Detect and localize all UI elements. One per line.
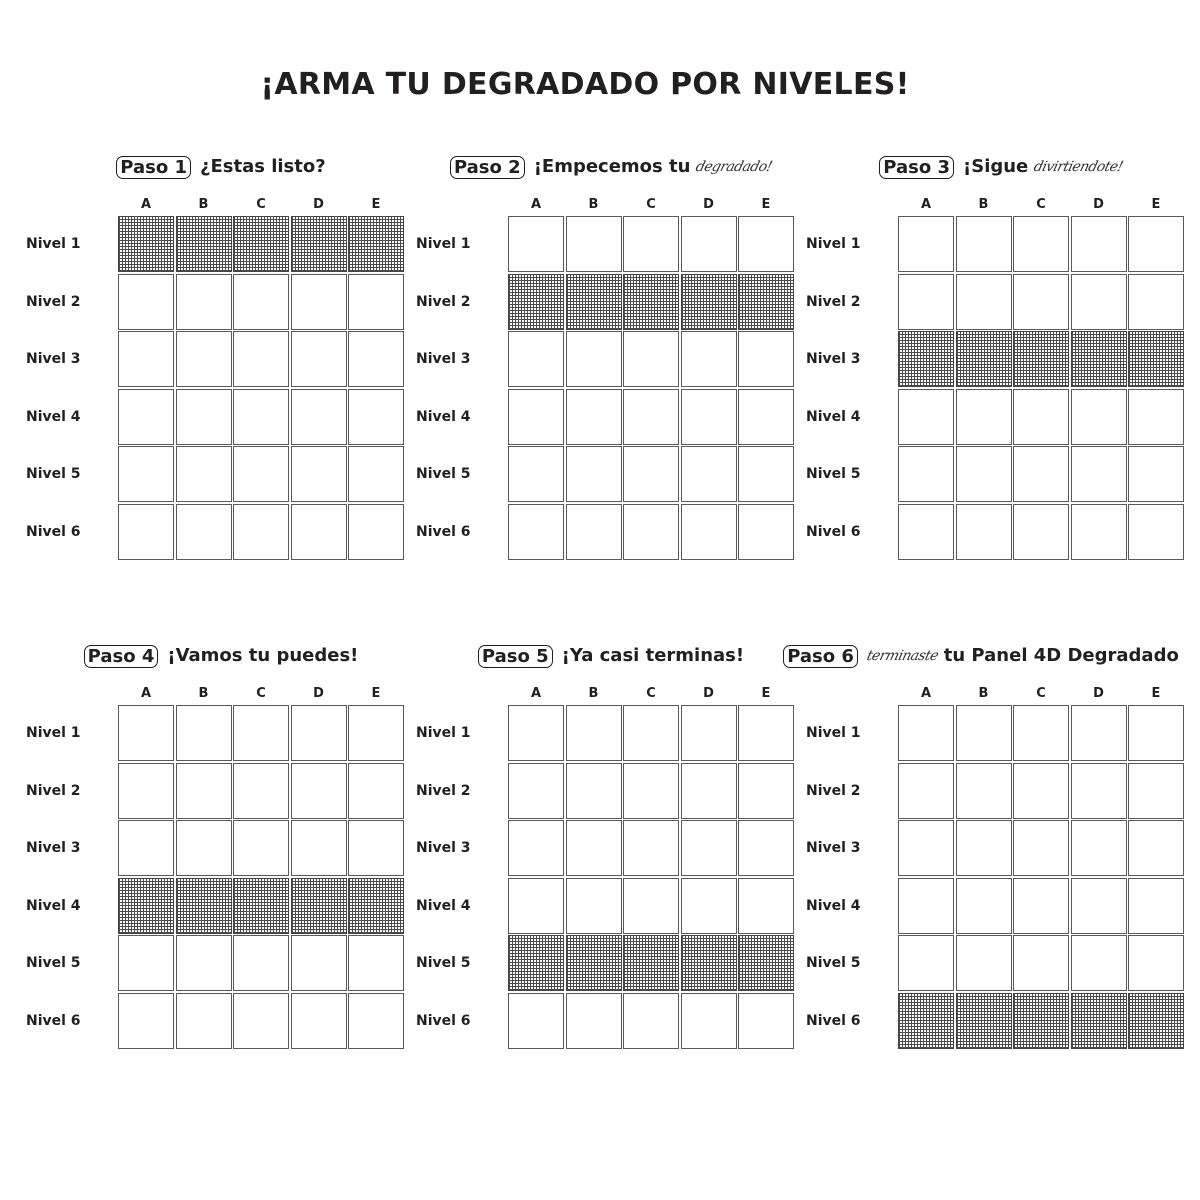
empty-cell (898, 820, 954, 876)
column-label-c: C (646, 197, 656, 212)
empty-cell (1128, 878, 1184, 934)
column-label-e: E (371, 197, 381, 212)
column-label-d: D (1093, 197, 1104, 212)
empty-cell (348, 274, 404, 330)
empty-cell (738, 446, 794, 502)
step-panel-5 (416, 641, 806, 1081)
empty-cell (681, 389, 737, 445)
column-label-d: D (1093, 686, 1104, 701)
mesh-cell (566, 935, 622, 991)
step-heading (26, 152, 416, 182)
column-labels (508, 198, 794, 212)
empty-cell (291, 820, 347, 876)
empty-cell (566, 216, 622, 272)
empty-cell (348, 389, 404, 445)
step-panel-2 (416, 152, 806, 592)
column-label-e: E (761, 197, 771, 212)
empty-cell (118, 389, 174, 445)
empty-cell (291, 274, 347, 330)
step-badge: Paso 3 (879, 156, 954, 179)
row-label-nivel-4: Nivel 4 (806, 897, 861, 914)
row-label-nivel-5: Nivel 5 (416, 466, 471, 482)
empty-cell (623, 504, 679, 560)
empty-cell (681, 216, 737, 272)
empty-cell (118, 705, 174, 761)
empty-cell (898, 504, 954, 560)
mesh-cell (118, 878, 174, 934)
mesh-cell (1071, 331, 1127, 387)
level-grid (118, 216, 404, 560)
mesh-cell (738, 935, 794, 991)
column-label-e: E (371, 686, 381, 701)
empty-cell (1071, 389, 1127, 445)
empty-cell (508, 446, 564, 502)
empty-cell (566, 705, 622, 761)
column-label-b: B (198, 686, 209, 701)
empty-cell (233, 705, 289, 761)
column-labels (118, 687, 404, 701)
empty-cell (1128, 935, 1184, 991)
step-panel-6 (787, 641, 1196, 1081)
empty-cell (1013, 820, 1069, 876)
empty-cell (233, 504, 289, 560)
empty-cell (176, 705, 232, 761)
empty-cell (956, 763, 1012, 819)
empty-cell (118, 993, 174, 1049)
empty-cell (1071, 935, 1127, 991)
empty-cell (1013, 935, 1069, 991)
mesh-cell (681, 274, 737, 330)
empty-cell (566, 878, 622, 934)
mesh-cell (1071, 993, 1127, 1049)
empty-cell (898, 935, 954, 991)
empty-cell (681, 820, 737, 876)
row-label-nivel-4: Nivel 4 (416, 408, 471, 425)
empty-cell (348, 763, 404, 819)
mesh-cell (1013, 331, 1069, 387)
empty-cell (623, 878, 679, 934)
empty-cell (233, 935, 289, 991)
step-badge: Paso 5 (478, 645, 553, 668)
empty-cell (738, 763, 794, 819)
column-label-b: B (588, 197, 599, 212)
row-label-nivel-2: Nivel 2 (416, 782, 471, 799)
empty-cell (233, 274, 289, 330)
step-script-text: degradado! (694, 159, 775, 175)
empty-cell (898, 446, 954, 502)
empty-cell (623, 705, 679, 761)
column-labels (898, 687, 1184, 701)
row-label-nivel-6: Nivel 6 (806, 523, 861, 540)
empty-cell (291, 935, 347, 991)
empty-cell (956, 504, 1012, 560)
empty-cell (176, 389, 232, 445)
mesh-cell (956, 331, 1012, 387)
step-text: ¡Ya casi terminas! (561, 645, 745, 666)
mesh-cell (508, 935, 564, 991)
empty-cell (1128, 389, 1184, 445)
mesh-cell (681, 935, 737, 991)
empty-cell (508, 763, 564, 819)
empty-cell (738, 993, 794, 1049)
column-label-c: C (256, 686, 266, 701)
empty-cell (681, 763, 737, 819)
step-panel-4 (26, 641, 416, 1081)
row-label-nivel-2: Nivel 2 (806, 293, 861, 310)
row-label-nivel-4: Nivel 4 (416, 897, 471, 914)
empty-cell (623, 389, 679, 445)
column-label-a: A (140, 686, 152, 701)
row-label-nivel-2: Nivel 2 (26, 782, 81, 799)
empty-cell (176, 446, 232, 502)
mesh-cell (176, 878, 232, 934)
empty-cell (176, 993, 232, 1049)
level-grid (898, 216, 1184, 560)
empty-cell (956, 935, 1012, 991)
empty-cell (956, 446, 1012, 502)
column-label-d: D (313, 686, 324, 701)
row-label-nivel-4: Nivel 4 (26, 897, 81, 914)
empty-cell (738, 705, 794, 761)
empty-cell (956, 705, 1012, 761)
empty-cell (956, 216, 1012, 272)
mesh-cell (1128, 993, 1184, 1049)
column-label-c: C (646, 686, 656, 701)
empty-cell (681, 504, 737, 560)
empty-cell (176, 331, 232, 387)
column-label-a: A (530, 197, 542, 212)
empty-cell (348, 331, 404, 387)
empty-cell (566, 446, 622, 502)
empty-cell (1013, 878, 1069, 934)
empty-cell (738, 331, 794, 387)
empty-cell (1128, 705, 1184, 761)
empty-cell (623, 993, 679, 1049)
row-label-nivel-4: Nivel 4 (26, 408, 81, 425)
level-grid (118, 705, 404, 1049)
mesh-cell (118, 216, 174, 272)
empty-cell (291, 389, 347, 445)
empty-cell (1128, 274, 1184, 330)
empty-cell (1128, 504, 1184, 560)
empty-cell (233, 389, 289, 445)
empty-cell (623, 216, 679, 272)
column-label-b: B (198, 197, 209, 212)
step-heading (416, 641, 806, 671)
empty-cell (566, 763, 622, 819)
empty-cell (291, 763, 347, 819)
empty-cell (118, 935, 174, 991)
mesh-cell (623, 274, 679, 330)
column-label-c: C (1036, 686, 1046, 701)
column-label-a: A (920, 197, 932, 212)
empty-cell (1071, 878, 1127, 934)
column-label-d: D (313, 197, 324, 212)
empty-cell (898, 705, 954, 761)
row-label-nivel-3: Nivel 3 (416, 351, 471, 367)
empty-cell (1013, 705, 1069, 761)
level-grid (508, 705, 794, 1049)
step-text: ¡Vamos tu puedes! (167, 645, 359, 666)
row-label-nivel-1: Nivel 1 (806, 236, 861, 252)
empty-cell (1128, 763, 1184, 819)
column-labels (118, 198, 404, 212)
empty-cell (1128, 820, 1184, 876)
mesh-cell (291, 216, 347, 272)
step-badge: Paso 2 (450, 156, 525, 179)
step-panel-3 (806, 152, 1196, 592)
empty-cell (1013, 446, 1069, 502)
column-label-a: A (140, 197, 152, 212)
empty-cell (508, 705, 564, 761)
row-label-nivel-5: Nivel 5 (26, 955, 81, 971)
row-label-nivel-1: Nivel 1 (26, 236, 81, 252)
row-label-nivel-1: Nivel 1 (416, 725, 471, 741)
empty-cell (291, 504, 347, 560)
empty-cell (508, 820, 564, 876)
empty-cell (623, 820, 679, 876)
empty-cell (956, 878, 1012, 934)
empty-cell (681, 878, 737, 934)
column-label-d: D (703, 197, 714, 212)
level-grid (508, 216, 794, 560)
column-labels (508, 687, 794, 701)
mesh-cell (1013, 993, 1069, 1049)
column-label-d: D (703, 686, 714, 701)
empty-cell (1013, 389, 1069, 445)
step-text-after: tu Panel 4D Degradado (943, 645, 1179, 666)
empty-cell (738, 878, 794, 934)
empty-cell (566, 504, 622, 560)
empty-cell (508, 504, 564, 560)
empty-cell (738, 504, 794, 560)
row-label-nivel-2: Nivel 2 (26, 293, 81, 310)
column-label-c: C (256, 197, 266, 212)
row-label-nivel-2: Nivel 2 (806, 782, 861, 799)
step-text: ¡Sigue (963, 156, 1029, 177)
row-label-nivel-3: Nivel 3 (806, 351, 861, 367)
row-label-nivel-4: Nivel 4 (806, 408, 861, 425)
empty-cell (738, 820, 794, 876)
row-label-nivel-5: Nivel 5 (806, 466, 861, 482)
step-script-text: terminaste (864, 648, 940, 664)
row-label-nivel-6: Nivel 6 (416, 1012, 471, 1029)
empty-cell (1013, 763, 1069, 819)
row-label-nivel-1: Nivel 1 (26, 725, 81, 741)
empty-cell (681, 993, 737, 1049)
empty-cell (508, 331, 564, 387)
mesh-cell (508, 274, 564, 330)
step-text: ¿Estas listo? (200, 156, 326, 177)
mesh-cell (623, 935, 679, 991)
empty-cell (681, 331, 737, 387)
step-heading (416, 152, 806, 182)
empty-cell (118, 763, 174, 819)
mesh-cell (233, 878, 289, 934)
empty-cell (1071, 763, 1127, 819)
mesh-cell (898, 993, 954, 1049)
empty-cell (1128, 216, 1184, 272)
mesh-cell (348, 878, 404, 934)
empty-cell (508, 878, 564, 934)
page-title: ¡ARMA TU DEGRADADO POR NIVELES! (260, 67, 910, 102)
column-label-b: B (588, 686, 599, 701)
row-label-nivel-5: Nivel 5 (416, 955, 471, 971)
row-label-nivel-6: Nivel 6 (806, 1012, 861, 1029)
row-label-nivel-3: Nivel 3 (806, 840, 861, 856)
empty-cell (348, 820, 404, 876)
empty-cell (176, 935, 232, 991)
empty-cell (508, 216, 564, 272)
level-grid (898, 705, 1184, 1049)
mesh-cell (956, 993, 1012, 1049)
empty-cell (348, 935, 404, 991)
empty-cell (1071, 504, 1127, 560)
empty-cell (566, 331, 622, 387)
column-label-a: A (920, 686, 932, 701)
step-heading (806, 152, 1196, 182)
empty-cell (176, 504, 232, 560)
empty-cell (1071, 274, 1127, 330)
step-panel-1 (26, 152, 416, 592)
empty-cell (623, 763, 679, 819)
column-label-e: E (1151, 197, 1161, 212)
empty-cell (118, 504, 174, 560)
empty-cell (623, 446, 679, 502)
empty-cell (898, 878, 954, 934)
column-label-a: A (530, 686, 542, 701)
empty-cell (176, 820, 232, 876)
step-heading (786, 641, 1179, 671)
empty-cell (118, 820, 174, 876)
empty-cell (118, 274, 174, 330)
mesh-cell (738, 274, 794, 330)
column-label-e: E (1151, 686, 1161, 701)
empty-cell (898, 389, 954, 445)
row-label-nivel-5: Nivel 5 (806, 955, 861, 971)
column-labels (898, 198, 1184, 212)
empty-cell (233, 446, 289, 502)
empty-cell (898, 274, 954, 330)
empty-cell (1071, 820, 1127, 876)
mesh-cell (348, 216, 404, 272)
row-label-nivel-1: Nivel 1 (416, 236, 471, 252)
row-label-nivel-6: Nivel 6 (416, 523, 471, 540)
step-text: ¡Empecemos tu (533, 156, 691, 177)
empty-cell (566, 389, 622, 445)
empty-cell (956, 389, 1012, 445)
empty-cell (898, 763, 954, 819)
empty-cell (566, 820, 622, 876)
empty-cell (623, 331, 679, 387)
mesh-cell (291, 878, 347, 934)
mesh-cell (1128, 331, 1184, 387)
empty-cell (681, 705, 737, 761)
empty-cell (348, 504, 404, 560)
step-badge: Paso 1 (116, 156, 191, 179)
empty-cell (1128, 446, 1184, 502)
empty-cell (738, 216, 794, 272)
empty-cell (291, 331, 347, 387)
empty-cell (118, 331, 174, 387)
empty-cell (291, 446, 347, 502)
step-badge: Paso 6 (783, 645, 858, 668)
mesh-cell (176, 216, 232, 272)
empty-cell (348, 446, 404, 502)
empty-cell (508, 389, 564, 445)
mesh-cell (566, 274, 622, 330)
empty-cell (566, 993, 622, 1049)
empty-cell (233, 331, 289, 387)
empty-cell (348, 705, 404, 761)
empty-cell (1013, 274, 1069, 330)
empty-cell (176, 763, 232, 819)
empty-cell (348, 993, 404, 1049)
row-label-nivel-1: Nivel 1 (806, 725, 861, 741)
empty-cell (118, 446, 174, 502)
empty-cell (176, 274, 232, 330)
empty-cell (898, 216, 954, 272)
empty-cell (681, 446, 737, 502)
row-label-nivel-5: Nivel 5 (26, 466, 81, 482)
empty-cell (956, 274, 1012, 330)
empty-cell (1013, 216, 1069, 272)
mesh-cell (233, 216, 289, 272)
step-script-text: divirtiendote! (1032, 159, 1125, 175)
empty-cell (233, 763, 289, 819)
empty-cell (1071, 446, 1127, 502)
step-badge: Paso 4 (84, 645, 159, 668)
step-heading (26, 641, 416, 671)
row-label-nivel-3: Nivel 3 (26, 840, 81, 856)
empty-cell (1071, 705, 1127, 761)
empty-cell (508, 993, 564, 1049)
column-label-c: C (1036, 197, 1046, 212)
column-label-b: B (978, 197, 989, 212)
row-label-nivel-6: Nivel 6 (26, 1012, 81, 1029)
row-label-nivel-6: Nivel 6 (26, 523, 81, 540)
empty-cell (1013, 504, 1069, 560)
empty-cell (291, 705, 347, 761)
column-label-e: E (761, 686, 771, 701)
empty-cell (738, 389, 794, 445)
row-label-nivel-2: Nivel 2 (416, 293, 471, 310)
row-label-nivel-3: Nivel 3 (26, 351, 81, 367)
empty-cell (233, 820, 289, 876)
mesh-cell (898, 331, 954, 387)
column-label-b: B (978, 686, 989, 701)
row-label-nivel-3: Nivel 3 (416, 840, 471, 856)
empty-cell (291, 993, 347, 1049)
empty-cell (1071, 216, 1127, 272)
empty-cell (233, 993, 289, 1049)
empty-cell (956, 820, 1012, 876)
